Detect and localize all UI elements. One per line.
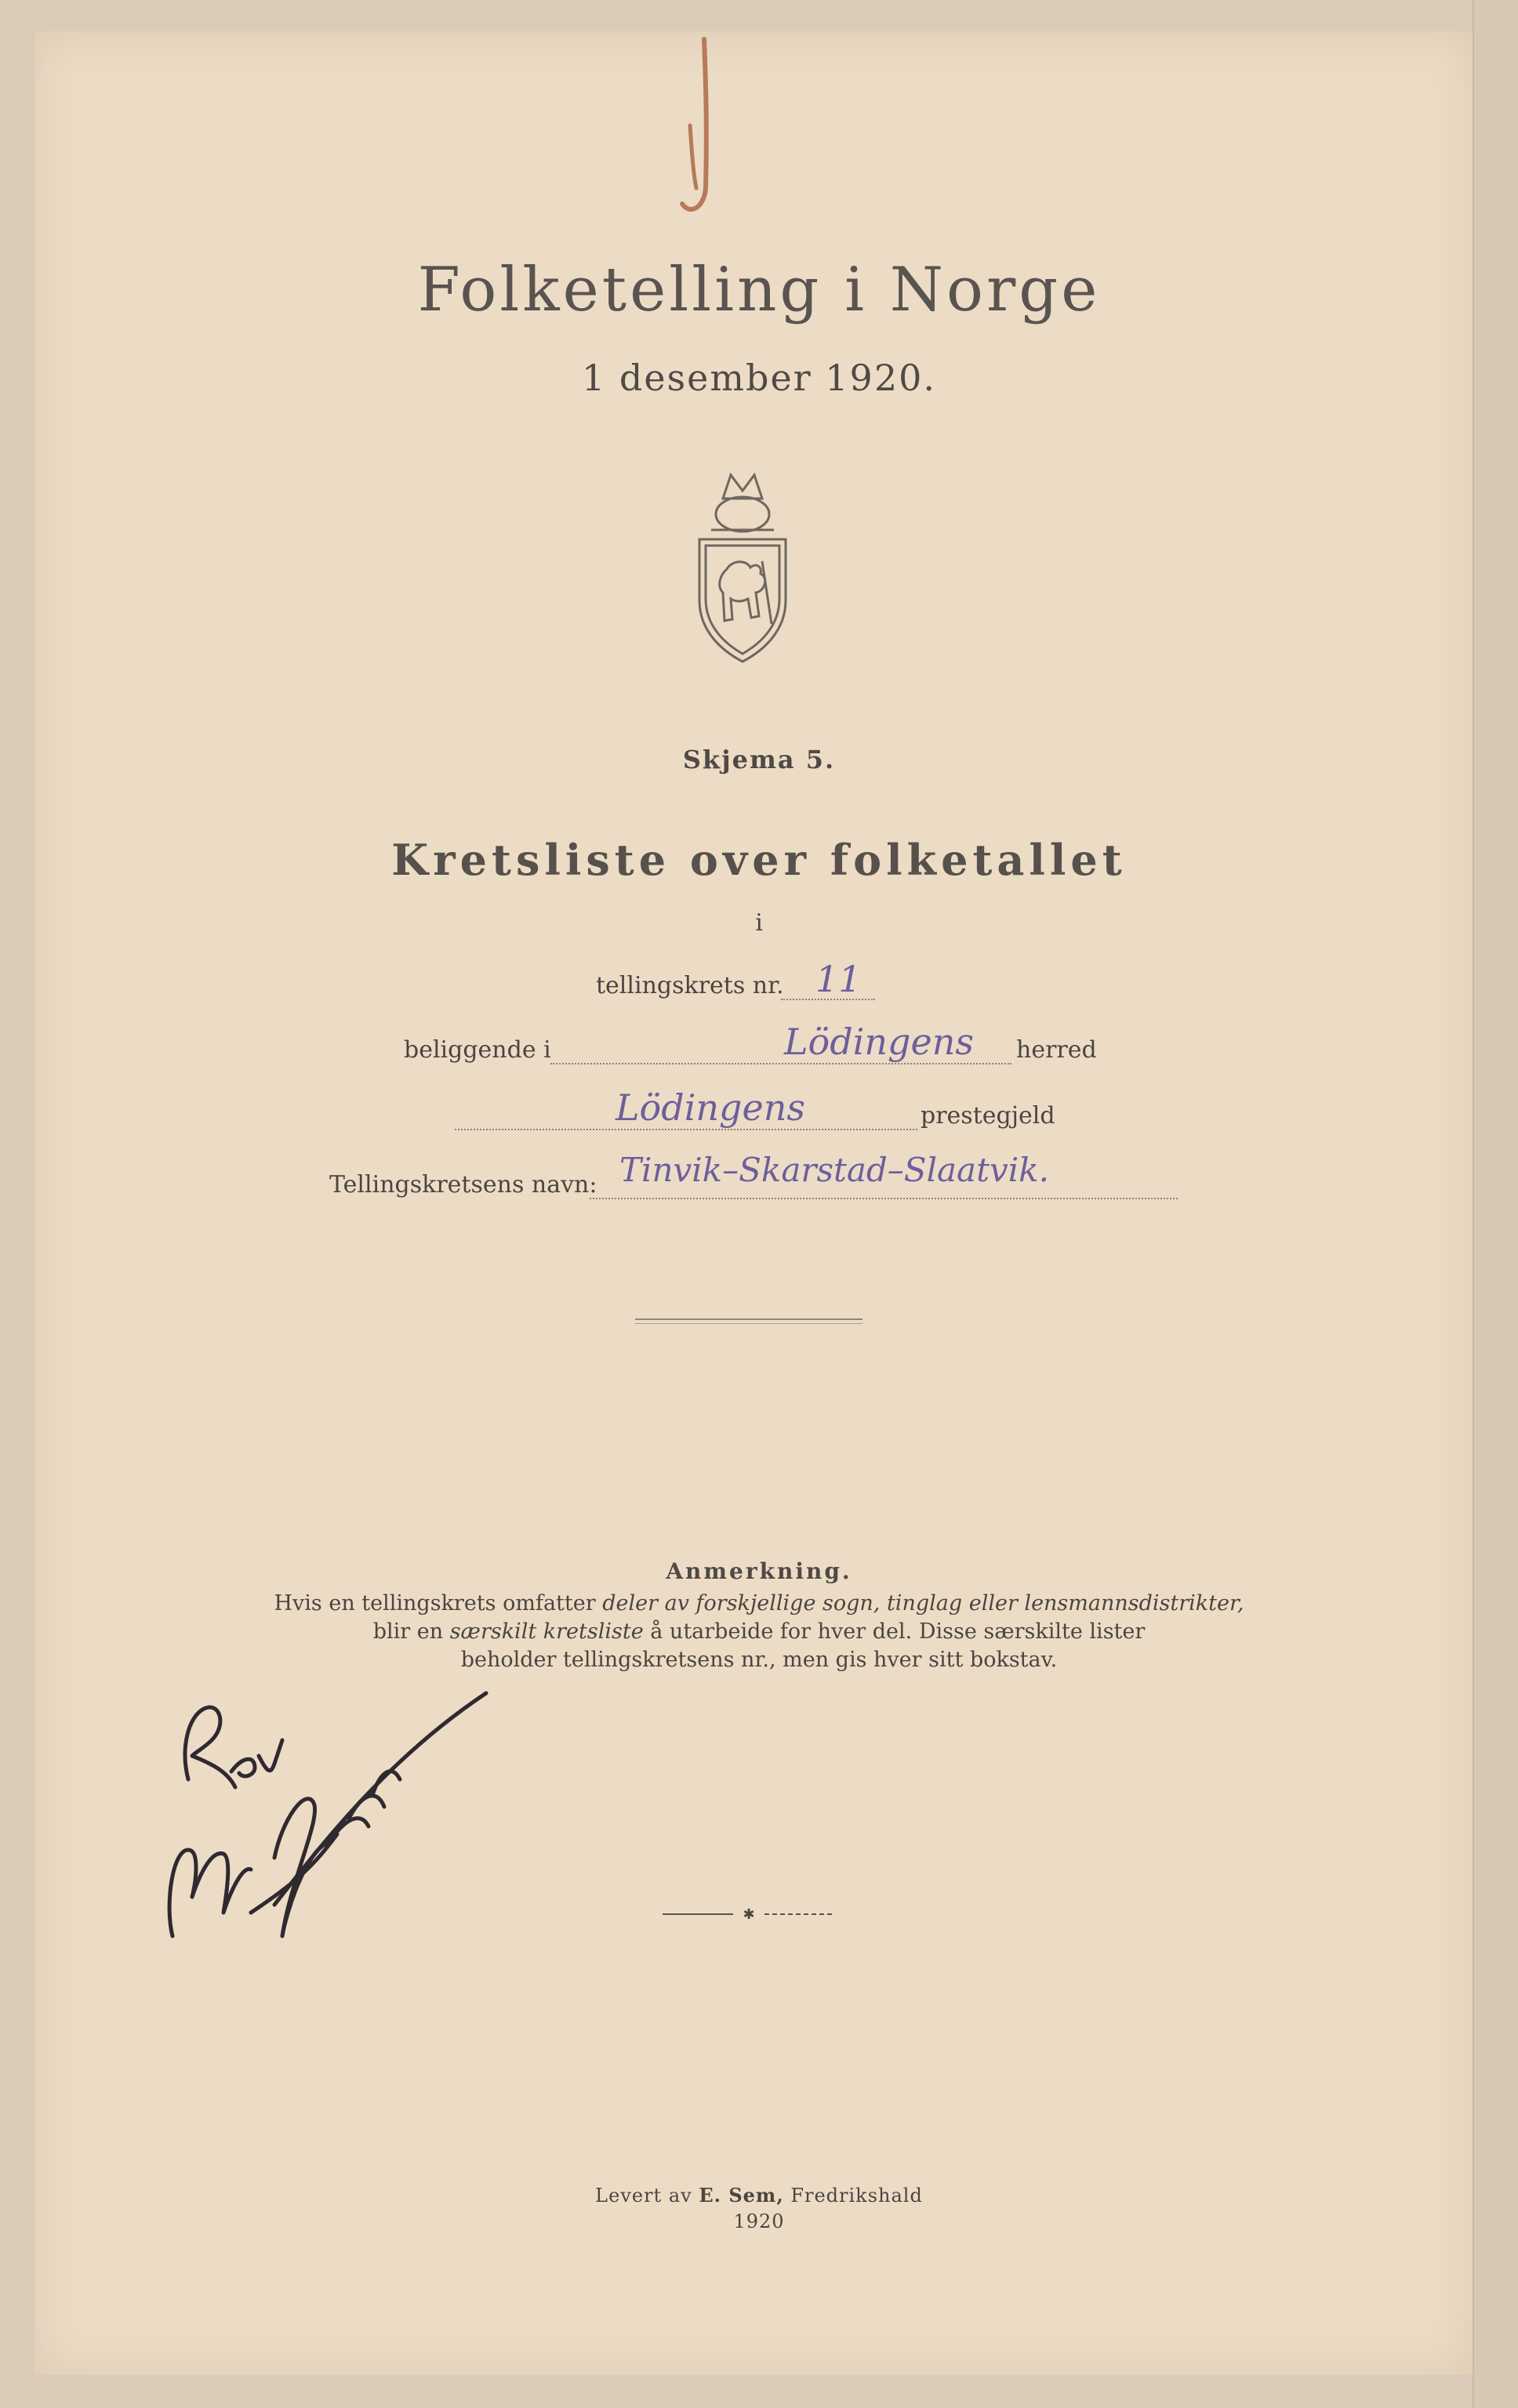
navn-label: Tellingskretsens navn: [329, 1171, 597, 1199]
note-line-3: beholder tellingskretsens nr., men gis hver sitt bokstav. [460, 1648, 1058, 1672]
imprint-printer-name: E. Sem, [699, 2184, 784, 2207]
note-line-1 [0, 1591, 1518, 1616]
section-divider [635, 1318, 862, 1324]
herred-dotline [550, 1063, 1011, 1064]
herred-label: herred [1016, 1036, 1097, 1064]
imprint-year: 1920 [733, 2210, 785, 2232]
note-line-1-text: Hvis en tellingskrets omfatter [274, 1591, 603, 1616]
archive-mark [659, 31, 737, 227]
decorative-ornament [663, 1906, 835, 1922]
note-title: Anmerkning. [666, 1558, 852, 1584]
beliggende-label: beliggende i [404, 1036, 551, 1064]
document-title: Folketelling i Norge [417, 255, 1101, 325]
herred-value: Lödingens [784, 1021, 974, 1063]
preposition-i: i [755, 909, 763, 937]
note-line-2-emphasis: særskilt kretsliste [449, 1619, 644, 1644]
navn-value: Tinvik–Skarstad–Slaatvik. [619, 1151, 1049, 1189]
imprint-prefix: Levert av [595, 2185, 699, 2207]
note-line-2 [0, 1619, 1518, 1644]
schema-number: Skjema 5. [682, 745, 836, 774]
note-line-1-emphasis: deler av forskjellige sogn, tinglag eller lensmannsdistrikter, [602, 1591, 1244, 1616]
prestegjeld-label: prestegjeld [921, 1102, 1055, 1130]
imprint-location: Fredrikshald [783, 2185, 923, 2207]
document-date: 1 desember 1920. [582, 357, 936, 399]
svg-text:✱: ✱ [743, 1906, 755, 1922]
prestegjeld-dotline [455, 1129, 917, 1130]
handwritten-signature [157, 1677, 502, 1975]
krets-label: tellingskrets nr. [596, 972, 784, 999]
note-line-2-tail: å utarbeide for hver del. Disse særskilte lister [643, 1619, 1146, 1644]
navn-dotline [590, 1198, 1178, 1199]
note-line-2-text: blir en [372, 1619, 450, 1644]
prestegjeld-value: Lödingens [616, 1086, 805, 1129]
printer-imprint [0, 2184, 1518, 2207]
krets-number-value: 11 [815, 958, 862, 1000]
form-heading: Kretsliste over folketallet [391, 835, 1127, 885]
coat-of-arms-icon [684, 467, 801, 665]
